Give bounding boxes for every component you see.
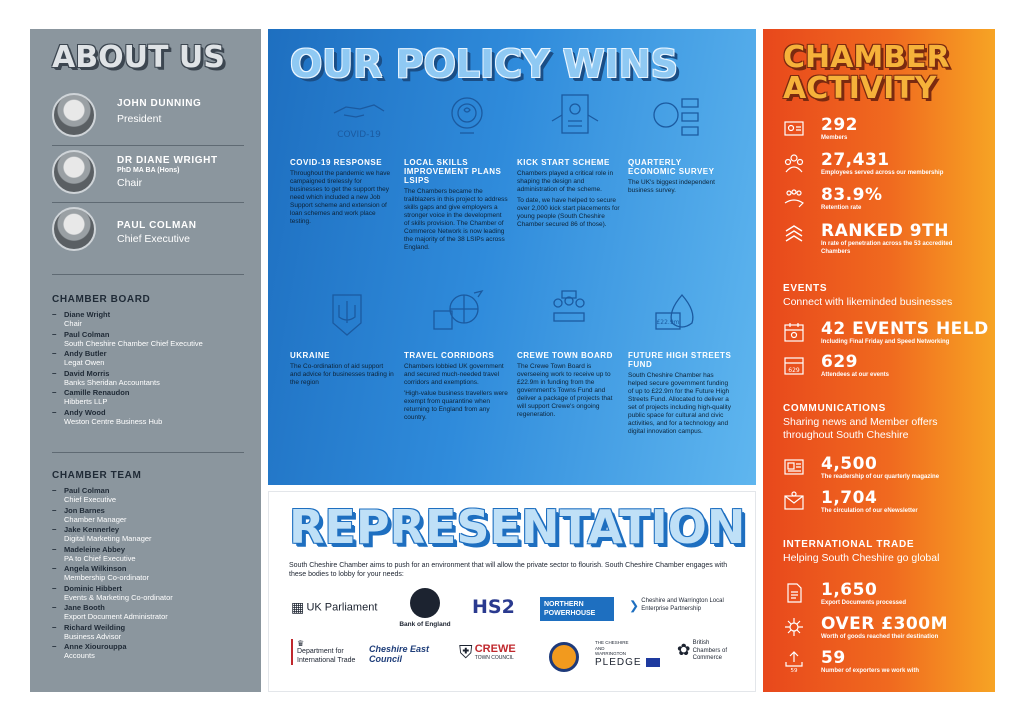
representation-panel: [268, 491, 756, 692]
svg-text:629: 629: [788, 367, 800, 374]
bcc-mark-icon: ✿: [677, 642, 691, 659]
policy-item-future-high-streets: FUTURE HIGH STREETS FUND South Cheshire Chamber has helped secure government funding of up to £22.9m for the Future High Streets Fund. Allocated to deliver a set of projects including high-quality public space for cultural and civic activities, and for a technology and digital innovation campus.: [628, 351, 732, 435]
policy-item-qes: QUARTERLY ECONOMIC SURVEY The UK's biggest independent business survey.: [628, 158, 715, 194]
export-arrow-icon: [783, 650, 805, 672]
chamber-team-title: CHAMBER TEAM: [52, 470, 142, 481]
meeting-table-icon: [540, 287, 598, 337]
cheshire-warrington-pledge-logo: THE CHESHIRE AND WARRINGTON PLEDGE: [595, 640, 665, 668]
crewe-town-council-logo: ⛨ CREWE TOWN COUNCIL: [459, 642, 516, 662]
list-item: – Richard Weilding Business Advisor: [52, 623, 252, 641]
svg-text:£22.9m: £22.9m: [656, 319, 680, 326]
list-item: – Jane Booth Export Document Administrator: [52, 603, 252, 621]
policy-item-crewe-town-board: CREWE TOWN BOARD The Crewe Town Board is overseeing work to receive up to £22.9m in funding from the government's Towns Fund and deliver a package of projects that will support Crewe's ongoing regeneration.: [517, 351, 613, 418]
british-chambers-logo: ✿ British Chambers of Commerce: [677, 640, 727, 661]
chair-name: DR DIANE WRIGHT: [117, 155, 218, 166]
list-item: – Angela Wilkinson Membership Co-ordinator: [52, 564, 252, 582]
northern-powerhouse-logo: NORTHERN POWERHOUSE: [540, 597, 614, 621]
calendar-count-icon: [783, 354, 805, 376]
chevron-rank-icon: [783, 223, 805, 245]
list-item: – Anne Xiourouppa Accounts: [52, 642, 252, 660]
crest-icon: ♛: [297, 639, 305, 648]
events-subtitle: Connect with likeminded businesses: [783, 296, 953, 308]
about-us-heading: ABOUT US: [52, 40, 225, 75]
list-item: – Dominic Hibbert Events & Marketing Co-ordinator: [52, 584, 252, 602]
list-item: – Andy Wood Weston Centre Business Hub: [52, 408, 252, 426]
calendar-icon: [783, 321, 805, 343]
chamber-team-list: [52, 486, 252, 662]
network-hub-icon: [783, 616, 805, 638]
person-chair: [52, 150, 252, 194]
hs2-logo: HS2: [472, 596, 515, 618]
list-item: – Camille Renaudon Hibberts LLP: [52, 388, 252, 406]
person-chief-executive: [52, 207, 252, 251]
orange-emblem-icon: [549, 642, 579, 672]
svg-text:59: 59: [790, 668, 798, 672]
policy-item-lsips: LOCAL SKILLS IMPROVEMENT PLANS LSIPS The Chambers became the trailblazers in this project to address skills gaps and give employers a stronger voice in the development of skills provision. The Chamber of Commerce Network is now leading the majority of the 38 LSIPs across England.: [404, 158, 508, 251]
president-photo: [52, 93, 96, 137]
covid-handshake-icon: [330, 97, 388, 147]
policy-item-covid: COVID-19 RESPONSE Throughout the pandemic we have campaigned tirelessly for businesses to get the support they need which included a new Job Support scheme and extension of loan schemes and work place testing.: [290, 158, 391, 225]
brain-gear-icon: [438, 91, 496, 141]
lep-swoosh-icon: ❯: [629, 598, 640, 613]
lep-logo: ❯ Cheshire and Warrington Local Enterprise Partnership: [629, 598, 724, 613]
international-trade-subtitle: Helping South Cheshire go global: [783, 552, 940, 564]
divider: [52, 452, 244, 453]
id-card-icon: [783, 117, 805, 139]
money-bag-icon: [652, 287, 710, 337]
list-item: – Paul Colman South Cheshire Chamber Chief Executive: [52, 330, 252, 348]
communications-subtitle: Sharing news and Member offers throughout South Cheshire: [783, 416, 938, 441]
person-president: [52, 93, 252, 137]
chair-photo: [52, 150, 96, 194]
round-emblem-logo: [549, 642, 579, 672]
list-item: – Paul Colman Chief Executive: [52, 486, 252, 504]
policy-item-ukraine: UKRAINE The Co-ordination of aid support and advice for businesses trading in the region: [290, 351, 394, 386]
survey-checklist-icon: [648, 91, 706, 141]
chamber-activity-panel: CHAMBER ACTIVITY 292 Members 27,431 Employees served across our membership 83.9% Retention rate RANKED 9TH In rate of penetration across the 53 accredited Chambers EVENTS Connect with likeminded businesses 42 EVENTS HELD Including Final Friday and Speed Networking 629 629 Attendees at our events COMMUNICATIONS Sharing news and Member offers throughout South Cheshire 4,500 The readership of our quarterly magazine 1,704 The circulation of our eNewsletter INTERNATIONAL TRADE Helping South Cheshire go global 1,650 Export Documents processed OVER £300M Worth of goods reached their destination 59 59 Number of exporters we work with: [763, 29, 995, 692]
list-item: – Jake Kennerley Digital Marketing Manager: [52, 525, 252, 543]
policy-item-travel-corridors: TRAVEL CORRIDORS Chambers lobbied UK government and secured much-needed travel corridors and exemptions. 'High-value business travellers were exempt from quarantine when returning to England from any country.: [404, 351, 508, 421]
president-role: President: [117, 113, 162, 125]
events-title: EVENTS: [783, 283, 828, 294]
ukraine-trident-icon: [318, 291, 376, 341]
about-us-panel: [30, 29, 261, 692]
divider: [52, 274, 244, 275]
uk-parliament-logo: ▦ UK Parliament: [291, 599, 378, 615]
cv-document-icon: [546, 91, 604, 141]
communications-title: COMMUNICATIONS: [783, 403, 886, 414]
crewe-crest-icon: ⛨: [459, 642, 473, 662]
representation-heading: REPRESENTATION: [289, 500, 746, 554]
chief-executive-photo: [52, 207, 96, 251]
travel-globe-icon: [430, 287, 488, 337]
document-icon: [783, 582, 805, 604]
chief-executive-role: Chief Executive: [117, 233, 190, 245]
policy-wins-heading: OUR POLICY WINS: [290, 42, 679, 86]
chief-executive-name: PAUL COLMAN: [117, 220, 197, 231]
chair-qualifications: PhD MA BA (Hons): [117, 167, 180, 174]
chamber-board-list: [52, 310, 252, 427]
people-group-icon: [783, 152, 805, 174]
chamber-activity-heading: CHAMBER ACTIVITY: [783, 40, 950, 106]
list-item: – Jon Barnes Chamber Manager: [52, 506, 252, 524]
handshake-group-icon: [783, 187, 805, 209]
dit-logo: ♛ Department for International Trade: [291, 639, 363, 665]
policy-wins-panel: [268, 29, 756, 485]
list-item: – Diane Wright Chair: [52, 310, 252, 328]
list-item: – Madeleine Abbey PA to Chief Executive: [52, 545, 252, 563]
international-trade-title: INTERNATIONAL TRADE: [783, 539, 915, 550]
envelope-icon: [783, 490, 805, 512]
divider: [52, 202, 244, 203]
magazine-icon: [783, 456, 805, 478]
eu-flag-icon: [646, 658, 660, 667]
representation-text: South Cheshire Chamber aims to push for an environment that will allow the private sector to flourish. South Cheshire Chamber engages with these bodies to lobby for your needs:: [289, 562, 728, 578]
divider: [52, 145, 244, 146]
president-name: JOHN DUNNING: [117, 98, 202, 109]
list-item: – David Morris Banks Sheridan Accountants: [52, 369, 252, 387]
policy-item-kick-start: KICK START SCHEME Chambers played a critical role in shaping the design and administration of the scheme. To date, we have helped to secure over 2,000 kick start placements for young people (South Cheshire Chamber secured 86 of those).: [517, 158, 620, 228]
cheshire-east-logo: Cheshire East Council: [369, 644, 430, 664]
britannia-seal-icon: [410, 588, 440, 618]
svg-text:COVID-19: COVID-19: [337, 130, 381, 140]
chamber-board-title: CHAMBER BOARD: [52, 294, 151, 305]
list-item: – Andy Butler Legat Owen: [52, 349, 252, 367]
portcullis-icon: ▦: [291, 599, 305, 615]
chair-role: Chair: [117, 177, 143, 189]
bank-of-england-logo: Bank of England: [395, 588, 455, 628]
